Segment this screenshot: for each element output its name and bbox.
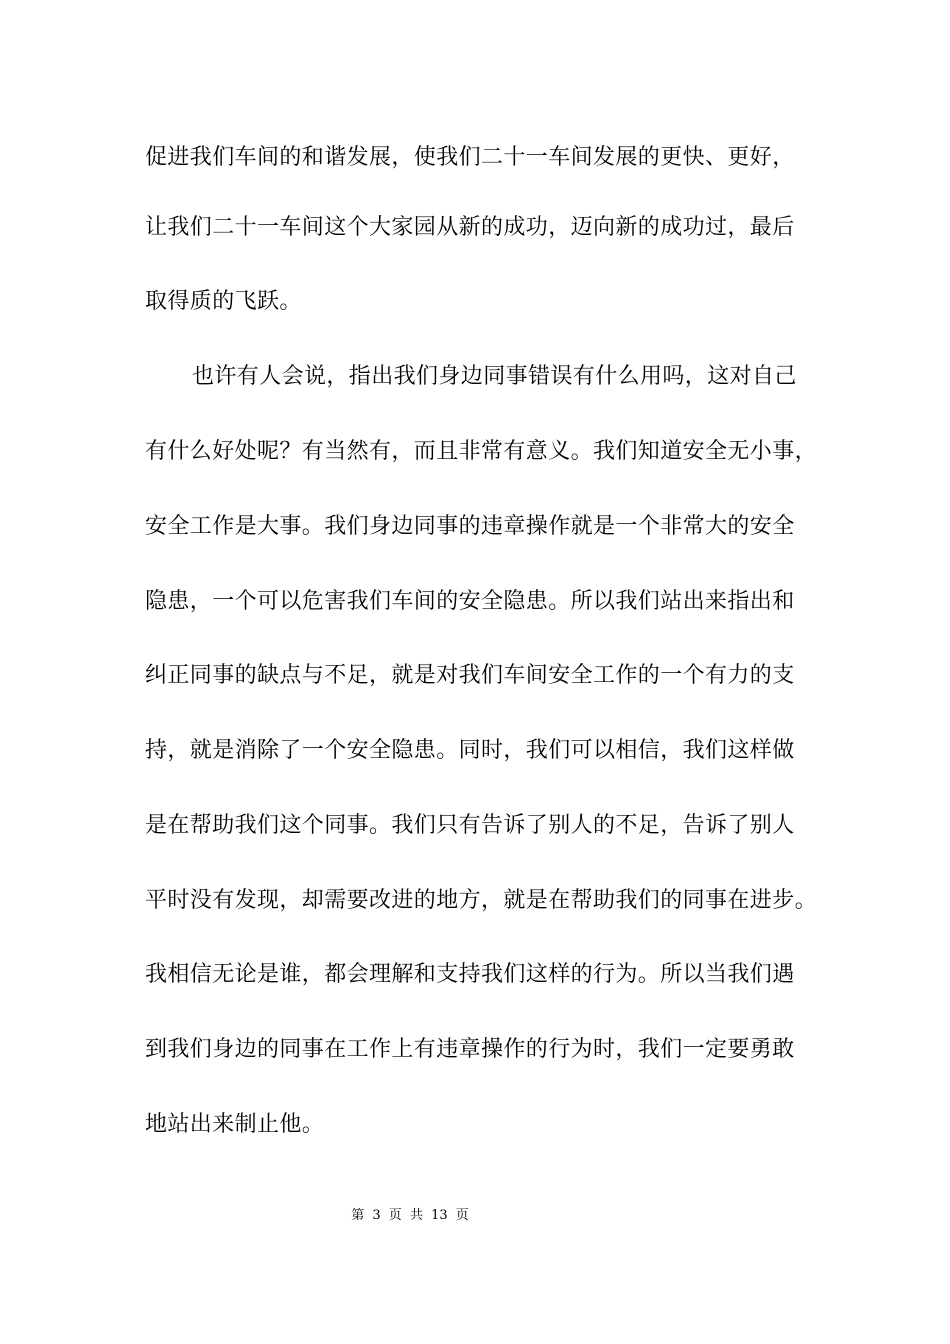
text-line-7: 隐患，一个可以危害我们车间的安全隐患。所以我们站出来指出和	[145, 589, 795, 614]
footer-total-word: 共	[409, 1208, 423, 1223]
text-line-12: 我相信无论是谁，都会理解和支持我们这样的行为。所以当我们遇	[145, 962, 795, 987]
text-line-10: 是在帮助我们这个同事。我们只有告诉了别人的不足，告诉了别人	[145, 813, 795, 838]
text-line-13: 到我们身边的同事在工作上有违章操作的行为时，我们一定要勇敢	[145, 1037, 795, 1062]
footer-current-page: 3	[372, 1208, 381, 1223]
text-line-6: 安全工作是大事。我们身边同事的违章操作就是一个非常大的安全	[145, 514, 795, 539]
footer-prefix: 第	[351, 1208, 365, 1223]
footer-suffix: 页	[455, 1208, 469, 1223]
text-line-4: 也许有人会说，指出我们身边同事错误有什么用吗，这对自己	[192, 364, 797, 389]
text-line-11: 平时没有发现，却需要改进的地方，就是在帮助我们的同事在进步。	[145, 888, 818, 913]
text-line-9: 持，就是消除了一个安全隐患。同时，我们可以相信，我们这样做	[145, 738, 795, 763]
text-line-5: 有什么好处呢？有当然有，而且非常有意义。我们知道安全无小事，	[145, 439, 818, 464]
footer-total-pages: 13	[431, 1208, 448, 1223]
text-line-8: 纠正同事的缺点与不足，就是对我们车间安全工作的一个有力的支	[145, 663, 795, 688]
footer-page-word: 页	[388, 1208, 402, 1223]
text-line-1: 促进我们车间的和谐发展，使我们二十一车间发展的更快、更好，	[145, 145, 795, 170]
text-line-2: 让我们二十一车间这个大家园从新的成功，迈向新的成功过，最后	[145, 215, 795, 240]
text-line-14: 地站出来制止他。	[145, 1112, 325, 1137]
text-line-3: 取得质的飞跃。	[145, 289, 302, 314]
page-number-footer	[0, 1207, 820, 1225]
